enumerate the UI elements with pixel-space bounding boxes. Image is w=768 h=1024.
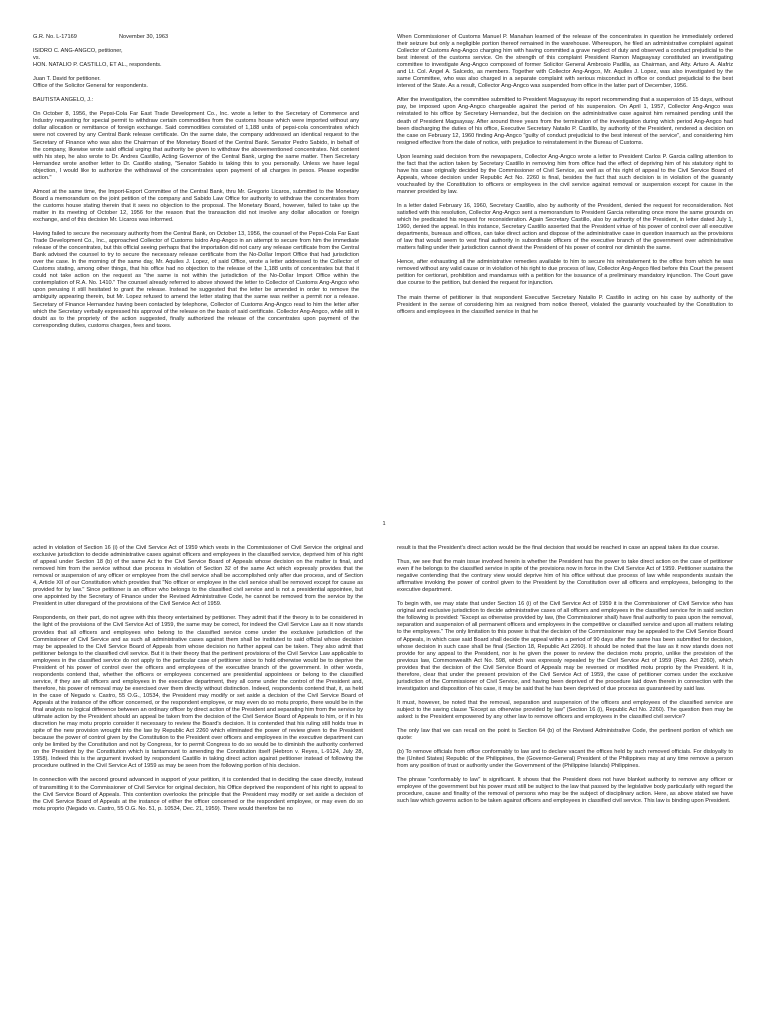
column-3: [33, 545, 363, 1024]
paragraph: The phrase "conformably to law" is significant. It shows that the President does not have blanket authority to remove any officer or employee of the government but his power must still be subject to the law that passed by the legislative body particularly with regard the procedure, cause and finality of the removal of persons who may be the subject of disciplinary action. Here, as above stated we have such law which governs action to be taken against officers and employees in classified civil service. This law is binding upon President.: [397, 777, 733, 805]
versus-line: vs.: [33, 55, 41, 62]
paragraph: On October 8, 1956, the Pepsi-Cola Far East Trade Development Co., Inc. wrote a letter to the Secretary of Commerce and Industry requesting for special permit to withdraw certain commodities from the customs house which were imported without any dollar allocation or remittance of foreign exchange. Said commodities consisted of 1,188 units of pepsi-cola concentrates which were not covered by any Central Bank release certificate. On the same date, the company addressed an identical request to the Secretary of Finance who was also the Chairman of the Monetary Board of the Central Bank. Senator Pedro Sabido, in behalf of the company, likewise wrote said official urging that authority be given to withdraw the abovementioned concentrates. Not content with his step, he also wrote to Dr. Andres Castillo, Acting Governor of the Central Bank, urging the same matter. Then Secretary Hernandez wrote another letter to Dr. Castillo stating, "Senator Sabido is taking this to you personally. Unless we have legal objection, I would like to authorize the withdrawal of the concentrates upon payment of all charges in pesos. Please expedite action.": [33, 111, 359, 181]
paragraph: It must, however, be noted that the removal, separation and suspension of the officers and employees of the classified service are subject to the saving clause "Except as otherwise provided by law" (Section 16 (i), Republic Act No. 2260). The question then may be asked: is the President empowered by any other law to remove officers and employees in the classified civil service?: [397, 699, 733, 720]
page-number: 1: [382, 521, 386, 527]
column-2: [397, 34, 733, 496]
paragraph: Thus, we see that the main issue involved herein is whether the President has the power to take direct action on the case of petitioner even if he belongs to the classified service in spite of the provisions now in force in the Civil Service Act of 1959. Petitioner sustains the negative contending that the contrary view would deprive him of his office without due process of law while respondents sustain the affirmative invoking the power of control given to the President by the Constitution over all officers and employees, belonging to the executive department.: [397, 559, 733, 594]
column-4: [397, 545, 733, 1024]
column-1: [33, 34, 359, 496]
paragraph: Hence, after exhausting all the administrative remedies available to him to secure his reinstatement to the office from which he was removed without any valid cause or in violation of his right to due process of law, Collector Ang-Angco filed before this Court the present petition for certiorari, prohibition and mandamus with a petition for the issuance of a preliminary mandatory injunction. The Court gave due course to the petition, but denied the request for injunction.: [397, 259, 733, 287]
ponente: BAUTISTA ANGELO, J.:: [33, 97, 94, 104]
gr-number: G.R. No. L-17169: [33, 34, 77, 40]
counsel-petitioner: Juan T. David for petitioner.: [33, 76, 101, 83]
paragraph: result is that the President's direct action would be the final decision that would be reached in case an appeal takes its due course.: [397, 545, 720, 551]
decision-date: November 30, 1963: [119, 34, 169, 40]
paragraph: When Commissioner of Customs Manuel P. Manahan learned of the release of the concentrates in question he immediately ordered their seizure but only a negligible portion thereof remained in the warehouse. Whereupon, he filed an administrative complaint against Collector of Customs Ang-Angco charging him with having committed a grave neglect of duty and observed a conduct prejudicial to the best interest of the customs service. On the strength of this complaint President Ramon Magsaysay constituted an investigating committee to investigate Ang-Angco composed of former Solicitor General Ambrosio Padilla, as Chairman, and Atty. Arturo A. Alafriz and Lt. Col. Angel A. Salcedo, as members. Together with Collector Ang-Angco, Mr. Aquiles J. Lopez, was also investigated by the same Committee, who was also charged in a separate complaint with serious misconduct in office or conduct prejudicial to the best interest of the State. As a result, Collector Ang-Angco was suspended from office in the latter part of December, 1956.: [397, 34, 733, 90]
paragraph: In connection with the second ground advanced in support of your petition, it is contended that in deciding the case directly, instead of transmitting it to the Commissioner of Civil Service for original decision, his Office deprived the respondent of his right to appeal to the Civil Service Board of Appeals. This contention overlooks the principle that the President may modify or set aside a decision of the Civil Service Board of Appeals at the instance of either the officer concerned or the respondent employee, or may even do so motu proprio (Negado vs. Castro, 55 O.G. No. 51, p. 10534, Dec. 21, 1959). There would therefore be no: [33, 777, 363, 812]
paragraph: Having failed to secure the necessary authority from the Central Bank, on October 13, 1956, the counsel of the Pepsi-Cola Far East Trade Development Co., Inc., approached Collector of Customs Isidro Ang-Angco in an attempt to secure from him the immediate release of the concentrates, but this official seeing perhaps that the importation did not carry any release certificate from the Central Bank advised the counsel to try to secure the necessary release certificate from the No-Dollar Import Office that had jurisdiction over the case. In the morning of the same day, Mr. Aquiles J. Lopez, of said Office, wrote a letter addressed to the Collector of Customs stating, among other things, that his office had no objection to the release of the 1,188 units of concentrates but that it could not take action on the request as "the same is not within the jurisdiction of the No-Dollar Import Office within the contemplation of R.A. No. 1410." The counsel already referred to above showed the letter to Collector of Customs Ang-Angco who upon perusing it still hesitated to grant the release. Instead he suggested that the letter be amended in order to remove the ambiguity appearing therein, but Mr. Lopez refused to amend the letter stating that the same was neither a permit nor a release. Secretary of Finance Hernandez having been contacted by telephone, Collector of Customs Ang-Angco read to him the letter after which the Secretary verbally expressed his approval of the release on the basis of said certificate. Collector Ang-Angco, while still in doubt as to the propriety of the action suggested, finally authorized the release of the concentrates upon payment of the corresponding duties, customs charges, fees and taxes.: [33, 231, 359, 329]
paragraph: acted in violation of Section 16 (i) of the Civil Service Act of 1959 which vests in the Commissioner of Civil Service the original and exclusive jurisdiction to decide administrative cases against officers and employees in the classified service, deprived him of his right of appeal under Section 18 (b) of the same Act to the Civil Service Board of Appeals whose decision on the matter is final, and removed him from the service without due process in violation of Section 32 of the same Act which expressly provides that the removal or suspension of any officer or employee from the civil service shall be accomplished only after due process, and of Section 4, Article XII of our Constitution which provides that "No officer or employee in the civil service shall be removed except for cause as provided for by law." Since petitioner is an officer who belongs to the classified civil service and is not a presidential appointee, but one appointed by the Secretary of Finance under the Revised Administrative Code, he cannot be removed from the service by the President in utter disregard of the provisions of the Civil Service Act of 1959.: [33, 545, 363, 608]
respondents-line: HON. NATALIO P. CASTILLO, ET AL., respondents.: [33, 62, 162, 69]
paragraph: The main theme of petitioner is that respondent Executive Secretary Natalio P. Castillo in acting on his case by authority of the President in the sense of considering him as resigned from notice thereof, violated the guaranty vouchsafed by the Constitution to officers and employees in the classified service in that he: [397, 294, 733, 315]
paragraph: To begin with, we may state that under Section 16 (i) of the Civil Service Act of 1959 it is the Commissioner of Civil Service who has original and exclusive jurisdiction to decide administrative cases of all officers and employees in the classified service for in said section the following is provided: "Except as otherwise provided by law, (the Commissioner shall) have final authority to pass upon the removal, separation and suspension of all permanent officers and employees in the competitive or classified service and upon all matters relating to the employees." The only limitation to this power is that the decision of the Commissioner may be appealed to the Civil Service Board of Appeals, in which case said Board shall decide the appeal within a period of 90 days after the same has been submitted for decision, whose decision in such case shall be final (Section 18, Republic Act 2260). It should be noted that the law as it now stands does not provide for any appeal to the President, nor is he given the power to review the decision motu proprio, unlike the provision of the previous law, Commonwealth Act No. 598, which was expressly repealed by the Civil Service Act of 1959 (Rep. Act 2260), which provides that the decision of the Civil Service Board of Appeals may be reversed or modified motu proprio by the President. It is, therefore, clear that under the present provision of the Civil Service Act of 1959, the case of petitioner comes under the exclusive jurisdiction of the Commissioner of Civil Service, and having been deprived of the procedure laid down therein in connection with the investigation and disposition of his case, it may be said that he has been deprived of due process as guaranteed by said law.: [397, 601, 733, 692]
counsel-respondents: Office of the Solicitor General for respondents.: [33, 83, 148, 90]
case-caption-line: [33, 34, 359, 41]
paragraph: Almost at the same time, the Import-Export Committee of the Central Bank, thru Mr. Gregorio Licaros, submitted to the Monetary Board a memorandum on the joint petition of the company and Sabido Law Office for authority to withdraw the concentrates from the customs house stating therein that it sees no objection to the proposal. The Monetary Board, however, failed to take up the matter in its meeting of October 12, 1956 for the reason that the transaction did not involve any dollar allocation or foreign exchange, and of this decision Mr. Licaros was informed.: [33, 188, 359, 223]
paragraph: The only law that we can recall on the point is Section 64 (b) of the Revised Administrative Code, the pertinent portion of which we quote:: [397, 728, 733, 742]
paragraph: Respondents, on their part, do not agree with this theory entertained by petitioner. They admit that if the theory is to be considered in the light of the provisions of the Civil Service Act of 1959, the same may be correct, for indeed the Civil Service Law as it now stands provides that all officers and employees who belong to the classified service come under the exclusive jurisdiction of the Commissioner of Civil Service and as such all administrative cases against them shall be instituted to said official whose decision may be appealed to the Civil Service Board of Appeals from whose decision no further appeal can be taken. They also admit that petitioner belongs to the classified civil service. But it is their theory that the pertinent provisions of the Civil Service Law applicable to employees in the classified service do not apply to the particular case of petitioner since to hold otherwise would be to deprive the President of his power of control over the officers and employees of the executive branch of the government. In other words, respondents contend that, whether the officers or employees concerned are presidential appointees or belong to the classified service, if they are all officers and employees in the executive department, they all come under the control of the President and, therefore, his power of removal may be exercised over them directly without distinction. Indeed, respondents contend that, it, as held in the case of Negado v. Castro, 55 O.G., 10534, the President may modify or set aside a decision of the Civil Service Board of Appeals at the instance of the officer concerned, or the respondent employee, or may even do so motu proprio, there would be in the final analysis no logical difference between an ordinary officer by direct action of the President and separating him from the service by ultimate action by the President should an appeal be taken from the decision of the Civil Service Board of Appeals to him, or if in his discretion he may motu proprio consider it necessary to review the Board's decision. It is contended that his ruling still holds true in spite of the new provision wrought into the law by Republic Act 2260 which eliminated the power of review given to the President because the power of control given by the Constitution to the President over officers and employees in the executive department can only be limited by the Constitution and not by Congress, for to permit Congress to do so would be to diminish the authority conferred on the President by the Constitution which is tantamount to amending the Constitution itself (Hebron v. Reyes, L-9124, July 28, 1958). Indeed this is the argument invoked by respondent Castillo in taking direct action against petitioner instead of following the procedure outlined in the Civil Service Act of 1959 as may be seen from the following portion of his decision.: [33, 615, 363, 770]
paragraph: In a letter dated February 16, 1960, Secretary Castillo, also by authority of the President, denied the request for reconsideration. Not satisfied with this resolution, Collector Ang-Angco sent a memorandum to President Garcia reiterating once more the same grounds on which he predicated his request for reconsideration. Again Secretary Castillo, also by authority of the President, in letter dated July 1, 1960, denied the appeal. In this instance, Secretary Castillo asserted that the President virtue of his power of control over all executive departments, bureaus and offices, can take direct action and dispose of the administrative case in question inasmuch as the provisions of law that would seem to vest final authority in subordinate officers of the executive branch of the government over administrative matters falling under their jurisdiction cannot divest the President of his power of control nor diminish the same.: [397, 202, 733, 252]
block-quote: (b) To remove officials from office conformably to law and to declare vacant the offices held by such removed officials. For disloyalty to the (United States) Republic of the Philippines, the (Governor-General) President of the Philippines may at any time remove a person from any position of trust or authority under the Government of the (Philippine Islands) Philippines.: [397, 749, 733, 770]
paragraph: Upon learning said decision from the newspapers, Collector Ang-Angco wrote a letter to President Carlos P. Garcia calling attention to the fact that the action taken by Secretary Castillo in removing him from office had the effect of depriving him of his statutory right to have his case originally decided by the Commissioner of Civil Service, as well as of his right of appeal to the Civil Service Board of Appeals, whose decision under Republic Act No. 2260 is final, besides the fact that such decision is in violation of the guaranty vouchsafed by the Constitution to officers or employees in the civil service against removal or suspension except for cause in the manner provided by law.: [397, 153, 733, 195]
petitioner-line: ISIDRO C. ANG-ANGCO, petitioner,: [33, 48, 123, 55]
paragraph: After the investigation, the committee submitted to President Magsaysay its report recommending that a suspension of 15 days, without pay, be imposed upon Ang-Angco chargeable against the period of his suspension. On April 1, 1957, Collector Ang-Angco was reinstated to his office by Secretary Hernandez, but the decision on the administrative case against him remained pending until the death of President Magsaysay. After around three years from the termination of the investigation during which period Ang-Angco had been discharging the duties of his office, Executive Secretary Natalio P. Castillo, by authority of the President, rendered a decision on the case on February 12, 1960 finding Ang-Angco "guilty of conduct prejudicial to the best interest of the service", and considering him resigned effective from the date of notice, with prejudice to reinstatement in the Bureau of Customs.: [397, 97, 733, 146]
spacer: [33, 41, 359, 48]
